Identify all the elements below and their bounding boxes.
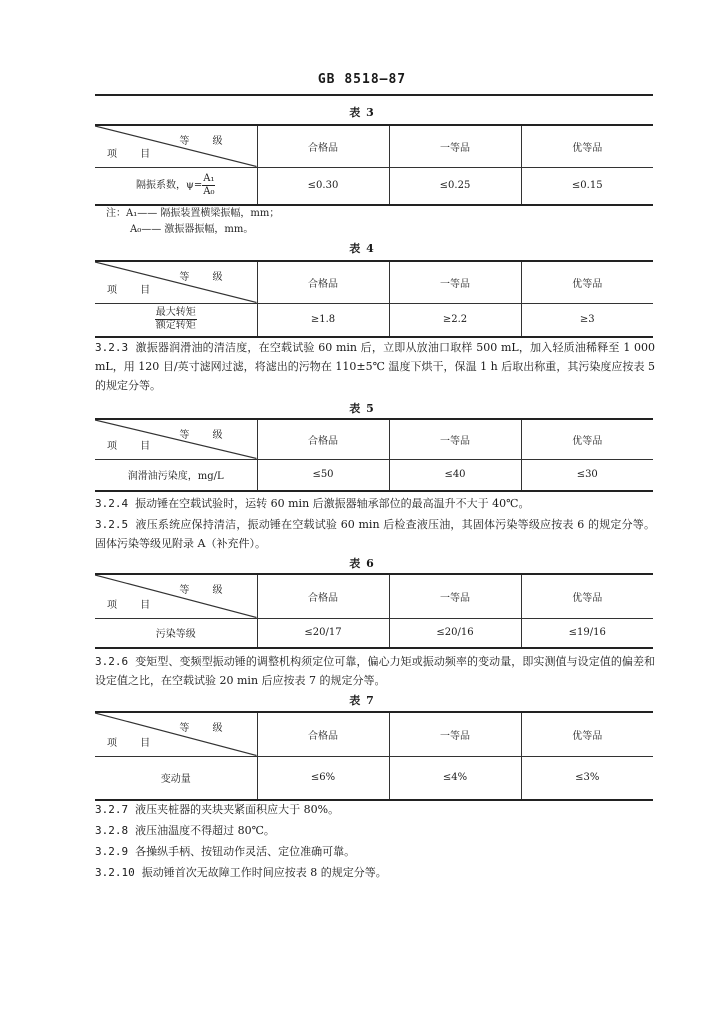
table5 <box>95 418 653 492</box>
clause-3-2-10-number: 3.2.10 <box>95 866 135 879</box>
table5-row-label: 润滑油污染度，mg/L <box>95 459 257 491</box>
table3-corner-level: 等 级 <box>179 136 233 147</box>
clause-3-2-10-text: 振动锤首次无故障工作时间应按表 8 的规定分等。 <box>141 866 387 879</box>
table3-col-qualified: 合格品 <box>257 125 389 167</box>
table6-value-first-class: ≤20/16 <box>389 618 521 648</box>
table7-value-qualified: ≤6% <box>257 756 389 800</box>
table7-header-row <box>95 712 653 756</box>
table6-value-qualified: ≤20/17 <box>257 618 389 648</box>
table5-caption: 表 5 <box>349 402 375 415</box>
clause-3-2-8 <box>95 821 655 840</box>
table4-header-row <box>95 261 653 303</box>
clause-3-2-6 <box>95 652 655 690</box>
table5-col-superior: 优等品 <box>521 419 653 459</box>
table4-row-torque <box>95 303 653 337</box>
clause-3-2-6-text: 变矩型、变频型振动锤的调整机构须定位可靠，偏心力矩或振动频率的变动量，即实测值与设定值的偏差和设定值之比，在空载试验 20 min 后应按表 7 的规定分等。 <box>95 655 656 687</box>
table7-col-first-class: 一等品 <box>389 712 521 756</box>
table4-value-superior: ≥3 <box>521 303 653 337</box>
table3 <box>95 124 653 206</box>
table4 <box>95 260 653 338</box>
clause-3-2-10 <box>95 863 655 882</box>
table3-value-qualified: ≤0.30 <box>257 167 389 205</box>
clause-3-2-7-text: 液压夹桩器的夹块夹紧面积应大于 80%。 <box>135 803 340 816</box>
table5-value-first-class: ≤40 <box>389 459 521 491</box>
clause-3-2-9-text: 各操纵手柄、按钮动作灵活、定位准确可靠。 <box>135 845 356 858</box>
table6-col-first-class: 一等品 <box>389 574 521 618</box>
header-rule <box>95 94 653 96</box>
table3-caption: 表 3 <box>349 106 375 119</box>
clause-3-2-4 <box>95 494 655 513</box>
table6-caption: 表 6 <box>349 557 375 570</box>
table4-frac-denominator: 额定转矩 <box>155 320 196 332</box>
table3-header-row <box>95 125 653 167</box>
table5-col-qualified: 合格品 <box>257 419 389 459</box>
clause-3-2-8-text: 液压油温度不得超过 80℃。 <box>135 824 275 837</box>
table3-frac-denominator: A₀ <box>203 186 215 198</box>
table7-corner-item: 项 目 <box>107 737 161 749</box>
table4-col-superior: 优等品 <box>521 261 653 303</box>
table3-corner-cell <box>95 125 257 167</box>
table4-value-qualified: ≥1.8 <box>257 303 389 337</box>
clause-3-2-6-number: 3.2.6 <box>95 655 129 668</box>
table5-value-qualified: ≤50 <box>257 459 389 491</box>
table3-note-line2: A₀—— 激振器振幅，mm。 <box>130 224 254 235</box>
table6-value-superior: ≤19/16 <box>521 618 653 648</box>
clause-3-2-3-number: 3.2.3 <box>95 341 129 354</box>
table7-caption: 表 7 <box>349 694 375 707</box>
table4-row-label <box>95 303 257 337</box>
table4-corner-cell <box>95 261 257 303</box>
table4-corner-level: 等 级 <box>179 272 233 283</box>
table3-frac-numerator: A₁ <box>203 173 215 185</box>
table7-row-label: 变动量 <box>95 756 257 800</box>
clause-3-2-3 <box>95 338 655 395</box>
clause-3-2-8-number: 3.2.8 <box>95 824 129 837</box>
table3-row-fraction <box>202 173 215 198</box>
table3-note-line1: 注：A₁—— 隔振装置横梁振幅，mm； <box>106 208 280 219</box>
table6-col-qualified: 合格品 <box>257 574 389 618</box>
table3-row-isolation <box>95 167 653 205</box>
table4-col-qualified: 合格品 <box>257 261 389 303</box>
table4-row-fraction <box>155 307 197 332</box>
table5-value-superior: ≤30 <box>521 459 653 491</box>
clause-3-2-7-number: 3.2.7 <box>95 803 129 816</box>
table5-col-first-class: 一等品 <box>389 419 521 459</box>
table5-corner-cell <box>95 419 257 459</box>
table3-col-first-class: 一等品 <box>389 125 521 167</box>
table6-header-row <box>95 574 653 618</box>
clause-3-2-9-number: 3.2.9 <box>95 845 129 858</box>
table7-col-superior: 优等品 <box>521 712 653 756</box>
clause-3-2-4-text: 振动锤在空载试验时，运转 60 min 后激振器轴承部位的最高温升不大于 40℃。 <box>135 497 530 510</box>
table5-corner-level: 等 级 <box>179 430 233 441</box>
table4-frac-numerator: 最大转矩 <box>155 307 196 319</box>
table7-value-first-class: ≤4% <box>389 756 521 800</box>
table7-row-variation <box>95 756 653 800</box>
table6-corner-item: 项 目 <box>107 599 161 611</box>
table3-value-first-class: ≤0.25 <box>389 167 521 205</box>
table3-corner-item: 项 目 <box>107 148 161 160</box>
table4-col-first-class: 一等品 <box>389 261 521 303</box>
table7-col-qualified: 合格品 <box>257 712 389 756</box>
clause-3-2-5-text: 液压系统应保持清洁，振动锤在空载试验 60 min 后检查液压油，其固体污染等级应按表 6 的规定分等。固体污染等级见附录 A（补充件）。 <box>95 518 656 550</box>
table3-row-label-prefix: 隔振系数，ψ= <box>136 180 203 192</box>
table3-col-superior: 优等品 <box>521 125 653 167</box>
table7-corner-level: 等 级 <box>179 723 233 734</box>
clause-3-2-5-number: 3.2.5 <box>95 518 129 531</box>
table5-corner-item: 项 目 <box>107 440 161 452</box>
table3-value-superior: ≤0.15 <box>521 167 653 205</box>
table6-row-label: 污染等级 <box>95 618 257 648</box>
clause-3-2-9 <box>95 842 655 861</box>
table4-value-first-class: ≥2.2 <box>389 303 521 337</box>
standard-number-header: GB 8518—87 <box>317 72 407 87</box>
table6-corner-cell <box>95 574 257 618</box>
table5-row-oil <box>95 459 653 491</box>
table6-row-contamination <box>95 618 653 648</box>
clause-3-2-7 <box>95 800 655 819</box>
table7-value-superior: ≤3% <box>521 756 653 800</box>
table7-corner-cell <box>95 712 257 756</box>
table7 <box>95 711 653 801</box>
clause-3-2-4-number: 3.2.4 <box>95 497 129 510</box>
clause-3-2-3-text: 激振器润滑油的清洁度，在空载试验 60 min 后，立即从放油口取样 500 mL，加入轻质油稀释至 1 000 mL，用 120 目/英寸滤网过滤，将滤出的污物在 110±5℃ 温度下烘干，保温 1 h 后取出称重，其污染度应按表 5 的规定分等。 <box>95 341 656 392</box>
table6-col-superior: 优等品 <box>521 574 653 618</box>
clause-3-2-5 <box>95 515 655 553</box>
table4-corner-item: 项 目 <box>107 284 161 296</box>
table3-row-label <box>95 167 257 205</box>
table6-corner-level: 等 级 <box>179 585 233 596</box>
table5-header-row <box>95 419 653 459</box>
table4-caption: 表 4 <box>349 242 375 255</box>
table6 <box>95 573 653 649</box>
